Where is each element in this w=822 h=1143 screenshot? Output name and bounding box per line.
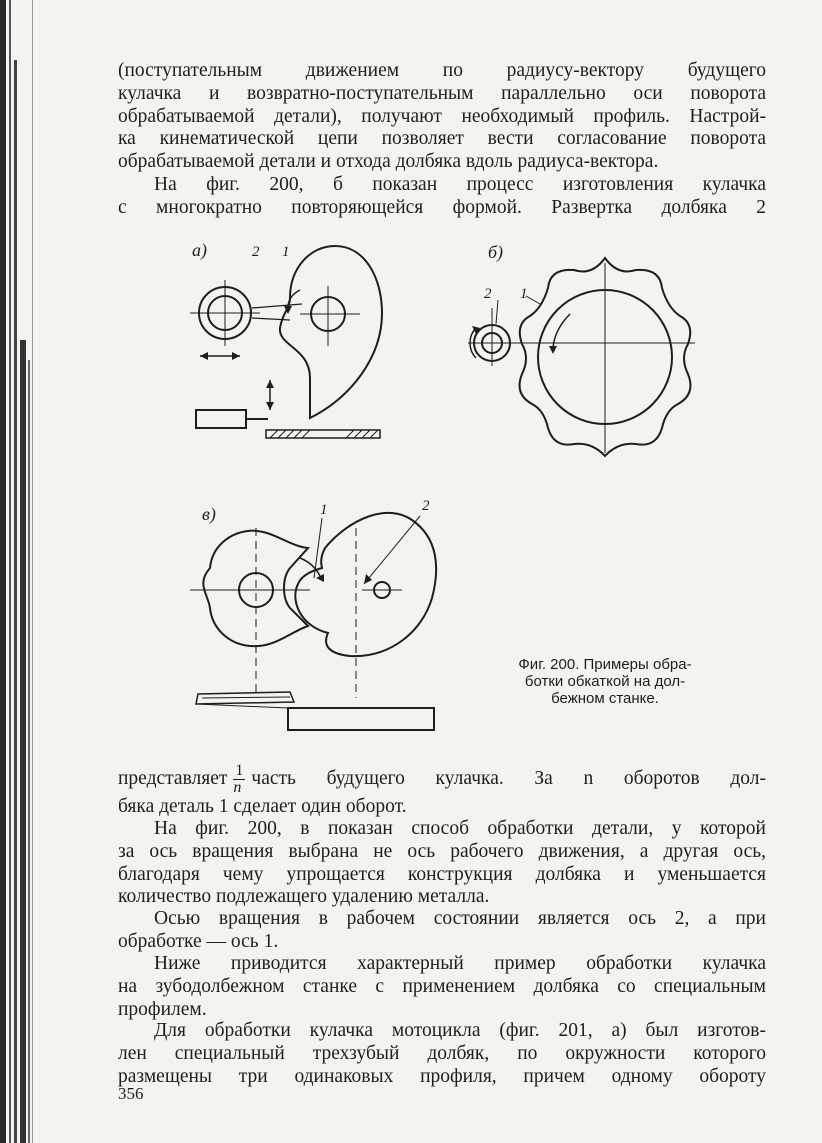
caption-line: бежном станке. (551, 690, 659, 707)
paragraph-2 (118, 174, 766, 220)
label-a-1: 1 (282, 244, 290, 260)
paragraph-4 (118, 818, 766, 909)
fraction-numerator: 1 (235, 762, 244, 780)
text-line: ка кинематической цепи позволяет вести согласование поворота (118, 128, 766, 150)
text-line: количество подлежащего удалению металла. (118, 886, 490, 908)
text-fragment: представляет (118, 768, 228, 789)
text-line: Осью вращения в рабочем состоянии является ось 2, а при (154, 908, 766, 929)
text-line: за ось вращения выбрана не ось рабочего движения, а другая ось, (118, 840, 766, 862)
text-line: кулачка и возвратно-поступательным параллельно оси поворота (118, 82, 766, 104)
figure-caption (490, 656, 720, 707)
fraction-1-over-n (233, 763, 245, 796)
text-line: обработке — ось 1. (118, 930, 279, 952)
text-line: профилем. (118, 998, 207, 1020)
label-v: в) (202, 504, 216, 524)
text-line: Ниже приводится характерный пример обработки кулачка (154, 953, 766, 974)
paragraph-7 (118, 1020, 766, 1088)
caption-line: Фиг. 200. Примеры обра- (518, 656, 692, 673)
text-line: бяка деталь 1 сделает один оборот. (118, 796, 407, 818)
text-line: размещены три одинаковых профиля, причем одному обороту (118, 1065, 766, 1087)
paragraph-5 (118, 908, 766, 954)
text-line: На фиг. 200, в показан способ обработки детали, у которой (154, 818, 766, 839)
fraction-denominator: n (233, 779, 242, 797)
label-a-2: 2 (252, 244, 260, 260)
label-b-2: 2 (484, 286, 492, 302)
label-a: а) (192, 240, 207, 260)
text-line: (поступательным движением по радиусу-вектору будущего (118, 60, 766, 81)
text-line (118, 762, 766, 796)
label-b-1: 1 (520, 286, 528, 302)
text-line: Для обработки кулачка мотоцикла (фиг. 201, а) был изготов- (154, 1020, 766, 1041)
scan-edge-shadow (0, 0, 40, 1143)
text-line: с многократно повторяющейся формой. Развертка долбяка 2 (118, 196, 766, 218)
text-line: на зубодолбежном станке с применением долбяка со специальным (118, 975, 766, 997)
page-number: 356 (118, 1084, 144, 1103)
diagram-v (190, 513, 436, 730)
paragraph-1 (118, 60, 766, 174)
text-line: благодаря чему упрощается конструкция долбяка и уменьшается (118, 863, 766, 885)
label-v-2: 2 (422, 498, 430, 514)
paragraph-3 (118, 762, 766, 819)
text-line: обрабатываемой детали), получают необходимый профиль. Настрой- (118, 105, 766, 127)
diagram-b (468, 258, 695, 456)
paragraph-6 (118, 953, 766, 1021)
caption-line: ботки обкаткой на дол- (524, 673, 686, 690)
text-line: лен специальный трехзубый долбяк, по окружности которого (118, 1042, 766, 1064)
text-line: обрабатываемой детали и отхода долбяка вдоль радиуса-вектора. (118, 151, 659, 173)
diagram-a (190, 246, 382, 438)
label-v-1: 1 (320, 502, 328, 518)
text-fragment: часть будущего кулачка. За n оборотов дол- (251, 768, 766, 789)
label-b: б) (488, 242, 504, 262)
text-line: На фиг. 200, б показан процесс изготовления кулачка (154, 174, 766, 195)
